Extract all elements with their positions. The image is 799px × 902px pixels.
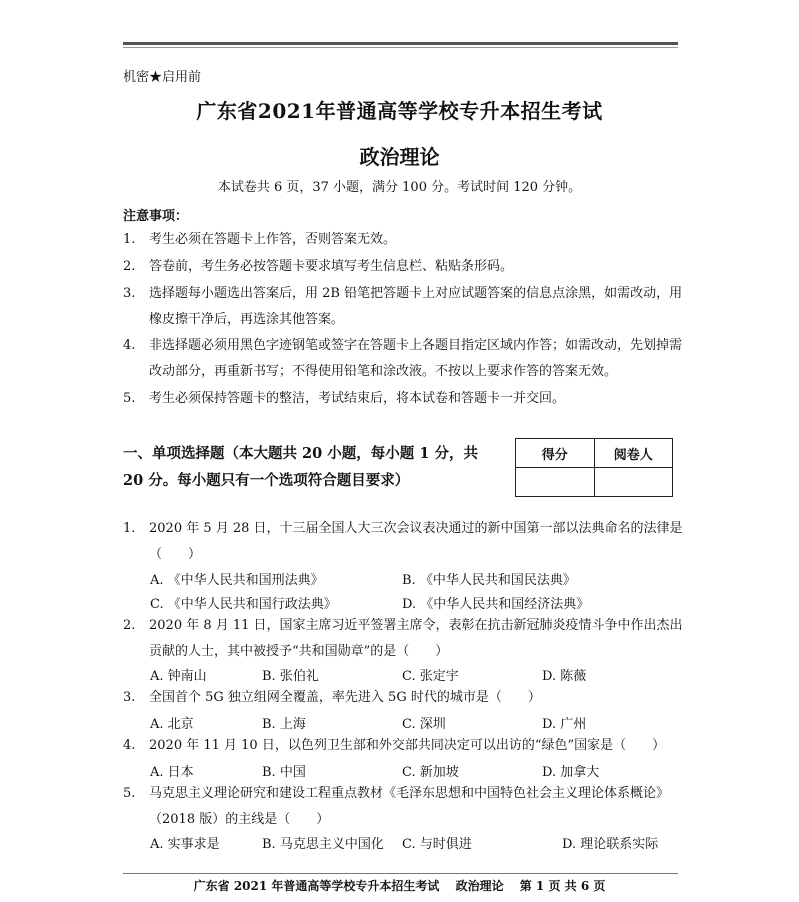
question-stem: 全国首个 5G 独立组网全覆盖，率先进入 5G 时代的城市是（ ） xyxy=(149,690,541,705)
question-stem: 马克思主义理论研究和建设工程重点教材《毛泽东思想和中国特色社会主义理论体系概论》（2018 版）的主线是（ ） xyxy=(149,786,670,827)
footer-rule xyxy=(123,873,678,874)
question-5-options xyxy=(150,833,690,855)
question-stem: 2020 年 11 月 10 日，以色列卫生部和外交部共同决定可以出访的“绿色”国家是（ ） xyxy=(149,738,666,753)
grader-cell xyxy=(594,468,673,497)
question-number: 5. xyxy=(123,786,136,801)
question-stem: 2020 年 8 月 11 日，国家主席习近平签署主席令，表彰在抗击新冠肺炎疫情斗争中作出杰出贡献的人士，其中被授予“共和国勋章”的是（ ） xyxy=(149,618,683,659)
question-1-options-row1 xyxy=(150,569,690,591)
notice-item-text: 非选择题必须用黑色字迹钢笔或签字在答题卡上各题目指定区域内作答；如需改动，先划掉需改动部分，再重新书写；不得使用铅笔和涂改液。不按以上要求作答的答案无效。 xyxy=(149,338,683,379)
notice-item-text: 选择题每小题选出答案后，用 2B 铅笔把答题卡上对应试题答案的信息点涂黑，如需改动，用橡皮擦干净后，再选涂其他答案。 xyxy=(149,286,683,327)
score-label: 得分 xyxy=(516,439,595,468)
notice-item xyxy=(123,227,683,253)
notice-item-number: 1. xyxy=(123,232,136,247)
option-b: B. 中国 xyxy=(262,765,306,780)
option-a: A. 钟南山 xyxy=(150,669,207,684)
option-a: A. 实事求是 xyxy=(150,837,220,852)
question-number: 4. xyxy=(123,738,136,753)
question-3 xyxy=(123,685,683,711)
question-1-options-row2 xyxy=(150,593,690,615)
option-c: C. 深圳 xyxy=(402,717,446,732)
option-b: B. 马克思主义中国化 xyxy=(262,837,384,852)
notice-item-number: 5. xyxy=(123,391,136,406)
option-a: A. 日本 xyxy=(150,765,194,780)
notice-item-text: 考生必须保持答题卡的整洁，考试结束后，将本试卷和答题卡一并交回。 xyxy=(149,391,566,406)
question-4-options xyxy=(150,761,690,783)
notice-item-text: 答卷前，考生务必按答题卡要求填写考生信息栏、粘贴条形码。 xyxy=(149,259,514,274)
top-rule xyxy=(123,42,678,45)
question-stem: 2020 年 5 月 28 日，十三届全国人大三次会议表决通过的新中国第一部以法典命名的法律是（ ） xyxy=(149,521,683,562)
option-d: D. 理论联系实际 xyxy=(562,837,659,852)
option-c: C. 张定宇 xyxy=(402,669,459,684)
question-1 xyxy=(123,516,683,568)
option-b: B. 张伯礼 xyxy=(262,669,319,684)
question-number: 2. xyxy=(123,618,136,633)
option-a: A. 《中华人民共和国刑法典》 xyxy=(150,573,324,588)
option-c: C. 与时俱进 xyxy=(402,837,472,852)
notice-item-number: 4. xyxy=(123,338,136,353)
page-footer: 广东省 2021 年普通高等学校专升本招生考试 政治理论 第 1 页 共 6 页 xyxy=(193,879,606,893)
option-a: A. 北京 xyxy=(150,717,194,732)
top-rule-thin xyxy=(123,47,678,48)
question-2 xyxy=(123,613,683,665)
option-d: D. 陈薇 xyxy=(542,669,587,684)
option-c: C. 新加坡 xyxy=(402,765,459,780)
question-3-options xyxy=(150,713,690,735)
option-c: C. 《中华人民共和国行政法典》 xyxy=(150,597,337,612)
question-5 xyxy=(123,781,683,833)
option-b: B. 《中华人民共和国民法典》 xyxy=(402,573,576,588)
exam-info: 本试卷共 6 页，37 小题，满分 100 分。考试时间 120 分钟。 xyxy=(217,180,582,195)
exam-title: 广东省2021年普通高等学校专升本招生考试 xyxy=(196,99,603,123)
exam-subject: 政治理论 xyxy=(359,145,440,169)
option-d: D. 《中华人民共和国经济法典》 xyxy=(402,597,590,612)
notice-item-text: 考生必须在答题卡上作答，否则答案无效。 xyxy=(149,232,397,247)
question-2-options xyxy=(150,665,690,687)
question-4 xyxy=(123,733,683,759)
notice-item xyxy=(123,281,683,333)
option-d: D. 加拿大 xyxy=(542,765,600,780)
score-table xyxy=(515,438,673,497)
confidential-label: 机密★启用前 xyxy=(123,70,202,85)
option-b: B. 上海 xyxy=(262,717,306,732)
option-d: D. 广州 xyxy=(542,717,587,732)
notice-item xyxy=(123,254,683,280)
notice-item xyxy=(123,386,683,412)
grader-label: 阅卷人 xyxy=(594,439,673,468)
question-number: 1. xyxy=(123,521,136,536)
notice-item xyxy=(123,333,683,385)
notice-item-number: 2. xyxy=(123,259,136,274)
section-heading: 一、单项选择题（本大题共 20 小题，每小题 1 分，共 20 分。每小题只有一个选项符合题目要求） xyxy=(123,445,478,489)
question-number: 3. xyxy=(123,690,136,705)
notice-heading: 注意事项： xyxy=(123,209,189,224)
notice-item-number: 3. xyxy=(123,286,136,301)
score-cell xyxy=(516,468,595,497)
